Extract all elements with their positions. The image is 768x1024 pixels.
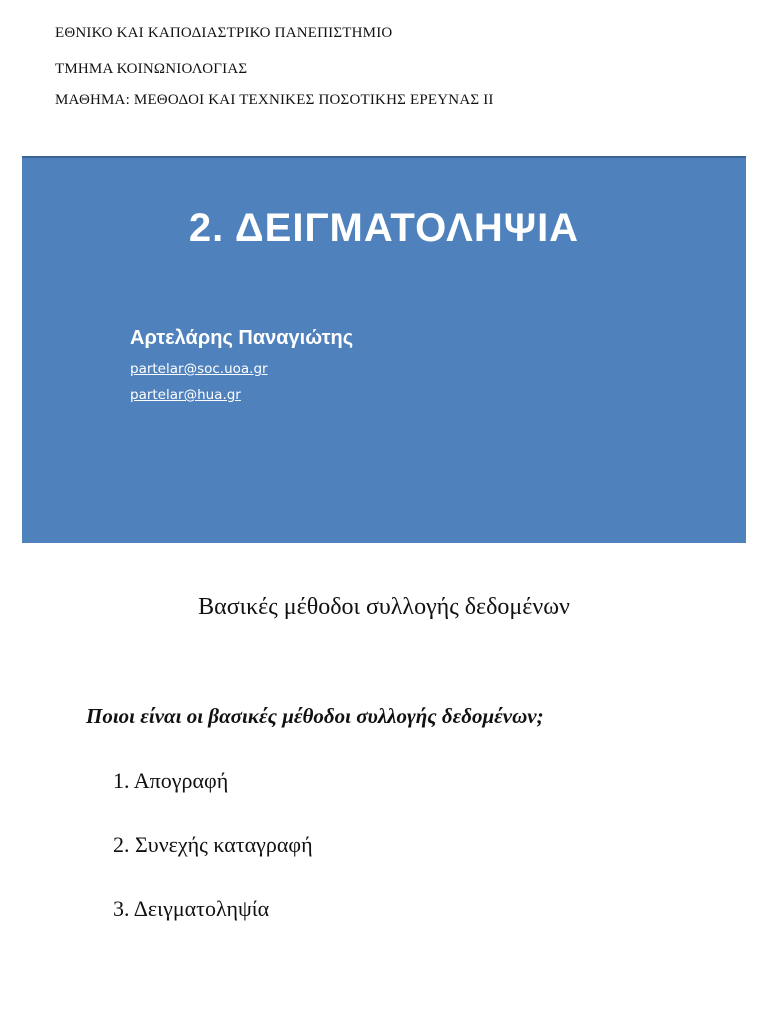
email-link-hua[interactable]: partelar@hua.gr	[130, 387, 241, 403]
list-item-sampling: 3. Δειγματοληψία	[113, 896, 270, 921]
title-banner	[22, 156, 746, 543]
author-name: Αρτελάρης Παναγιώτης	[130, 327, 354, 349]
list-item-continuous-recording: 2. Συνεχής καταγραφή	[113, 832, 313, 857]
department-name: ΤΜΗΜΑ ΚΟΙΝΩΝΙΟΛΟΓΙΑΣ	[55, 61, 248, 77]
section-subtitle: Βασικές μέθοδοι συλλογής δεδομένων	[198, 594, 570, 620]
list-item-census: 1. Απογραφή	[113, 768, 229, 793]
question-heading: Ποιοι είναι οι βασικές μέθοδοι συλλογής δεδομένων;	[86, 704, 544, 728]
email-link-soc[interactable]: partelar@soc.uoa.gr	[130, 361, 268, 377]
university-name: ΕΘΝΙΚΟ ΚΑΙ ΚΑΠΟΔΙΑΣΤΡΙΚΟ ΠΑΝΕΠΙΣΤΗΜΙΟ	[55, 25, 393, 41]
lecture-title: 2. ΔΕΙΓΜΑΤΟΛΗΨΙΑ	[188, 206, 580, 250]
course-name: ΜΑΘΗΜΑ: ΜΕΘΟΔΟΙ ΚΑΙ ΤΕΧΝΙΚΕΣ ΠΟΣΟΤΙΚΗΣ ΕΡΕΥΝΑΣ ΙΙ	[55, 92, 494, 108]
